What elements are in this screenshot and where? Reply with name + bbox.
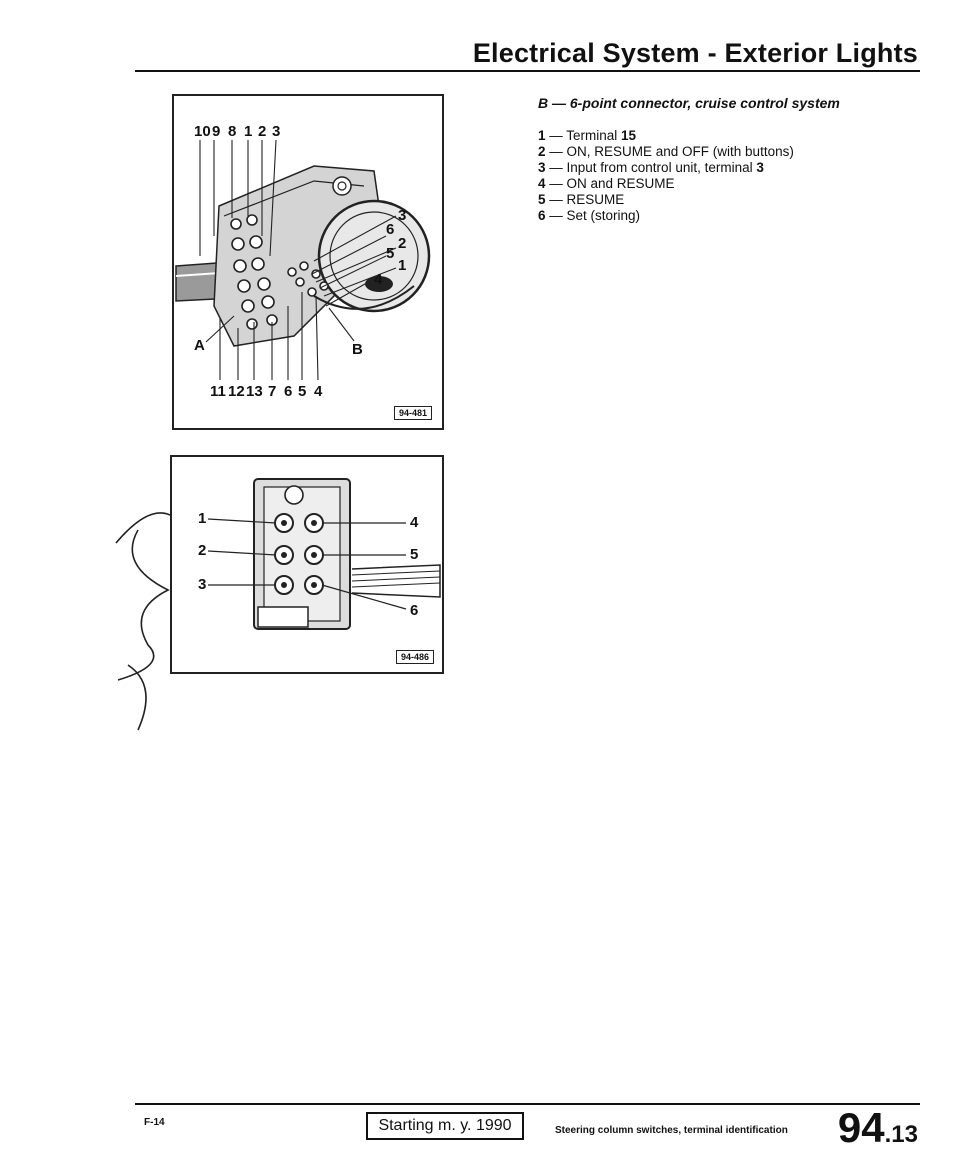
page-number-major: 94 bbox=[837, 1104, 885, 1151]
wire-scribble bbox=[108, 495, 178, 735]
header-rule bbox=[135, 70, 920, 72]
legend-item-number: 2 bbox=[538, 144, 546, 159]
callout-side-6: 6 bbox=[386, 221, 395, 238]
figure-code: 94-486 bbox=[396, 650, 434, 664]
legend-item bbox=[538, 176, 868, 192]
callout-a: A bbox=[194, 337, 205, 354]
legend-item-text: — Set (storing) bbox=[545, 208, 641, 223]
figure-code: 94-481 bbox=[394, 406, 432, 420]
callout-b: B bbox=[352, 341, 363, 358]
legend-item-text: — RESUME bbox=[545, 192, 625, 207]
legend-item bbox=[538, 128, 868, 144]
legend-item-number: 6 bbox=[538, 208, 546, 223]
callout-right-4: 4 bbox=[410, 514, 419, 531]
legend-item-number: 5 bbox=[538, 192, 546, 207]
legend-item-term: 3 bbox=[756, 160, 764, 175]
legend-item-text: — Terminal bbox=[545, 128, 622, 143]
legend-item-number: 1 bbox=[538, 128, 546, 143]
legend-item-text: — ON and RESUME bbox=[545, 176, 675, 191]
six-point-connector-drawing bbox=[172, 457, 442, 672]
legend-item bbox=[538, 160, 868, 176]
callout-bottom-6: 6 bbox=[284, 383, 293, 400]
callout-top-10: 10 bbox=[194, 123, 211, 140]
callout-side-5: 5 bbox=[386, 245, 395, 262]
callout-bottom-11: 11 bbox=[210, 383, 226, 400]
connector-legend bbox=[538, 94, 868, 224]
figure-switch-connector bbox=[172, 94, 444, 430]
callout-top-2: 2 bbox=[258, 123, 267, 140]
legend-item-text: — Input from control unit, terminal bbox=[545, 160, 757, 175]
callout-bottom-4: 4 bbox=[314, 383, 323, 400]
callout-right-6: 6 bbox=[410, 602, 419, 619]
callout-right-5: 5 bbox=[410, 546, 419, 563]
callout-left-3: 3 bbox=[198, 576, 207, 593]
legend-item-number: 4 bbox=[538, 176, 546, 191]
callout-bottom-13: 13 bbox=[246, 383, 263, 400]
footer-rule bbox=[135, 1103, 920, 1105]
legend-title: B — 6-point connector, cruise control system bbox=[538, 95, 840, 111]
callout-top-8: 8 bbox=[228, 123, 237, 140]
callout-side-1: 1 bbox=[398, 257, 407, 274]
callout-top-9: 9 bbox=[212, 123, 221, 140]
legend-item-text: — ON, RESUME and OFF (with buttons) bbox=[545, 144, 794, 159]
model-year-badge: Starting m. y. 1990 bbox=[366, 1112, 524, 1140]
legend-item bbox=[538, 208, 868, 224]
legend-item bbox=[538, 192, 868, 208]
page-reference: F-14 bbox=[144, 1117, 165, 1128]
page-title: Electrical System - Exterior Lights bbox=[472, 38, 918, 68]
page-number-minor: .13 bbox=[884, 1121, 918, 1148]
footer-caption: Steering column switches, terminal identification bbox=[555, 1125, 788, 1136]
legend-item-term: 15 bbox=[621, 128, 637, 143]
callout-side-3: 3 bbox=[398, 207, 407, 224]
legend-item bbox=[538, 144, 868, 160]
callout-top-3: 3 bbox=[272, 123, 281, 140]
legend-item-number: 3 bbox=[538, 160, 546, 175]
callout-side-2: 2 bbox=[398, 235, 407, 252]
callout-left-1: 1 bbox=[198, 510, 207, 527]
callout-bottom-12: 12 bbox=[228, 383, 245, 400]
callout-side-4: 4 bbox=[374, 271, 383, 288]
callout-bottom-5: 5 bbox=[298, 383, 307, 400]
figure-6-point-connector bbox=[170, 455, 444, 674]
callout-bottom-7: 7 bbox=[268, 383, 277, 400]
callout-top-1: 1 bbox=[244, 123, 253, 140]
page-number bbox=[838, 1104, 918, 1152]
callout-left-2: 2 bbox=[198, 542, 207, 559]
